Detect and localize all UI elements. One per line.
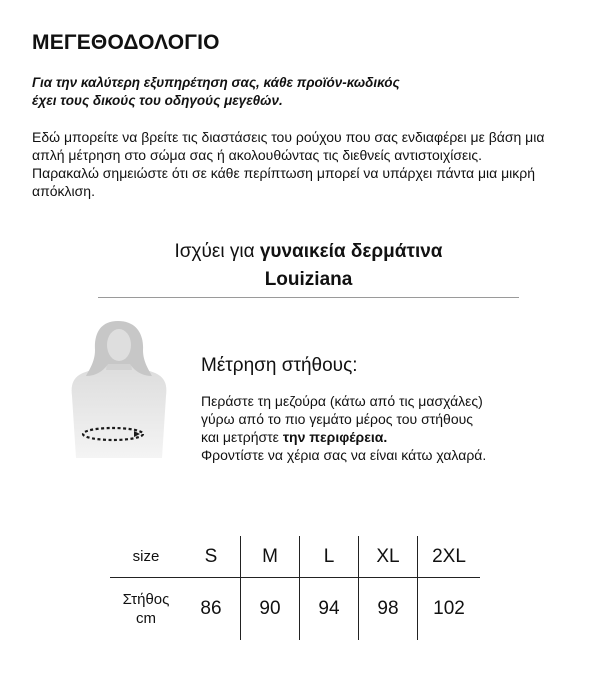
size-header-cell: L (300, 536, 359, 578)
applies-to-line (98, 238, 519, 266)
instruction-emphasis: την περιφέρεια. (282, 429, 388, 445)
bust-value-cell: 102 (418, 578, 481, 641)
size-header-label: size (110, 536, 182, 578)
size-header-cell: 2XL (418, 536, 481, 578)
bust-row (110, 578, 480, 641)
size-header-cell: S (182, 536, 241, 578)
applies-to-prefix: Ισχύει για (174, 241, 260, 262)
instruction-line-1: Περάστε τη μεζούρα (κάτω από τις μασχάλες) (201, 393, 483, 409)
bust-value-cell: 98 (359, 578, 418, 641)
section-divider (98, 297, 519, 298)
bust-value-cell: 94 (300, 578, 359, 641)
intro-highlight (32, 74, 572, 110)
applies-to-heading (98, 238, 519, 294)
intro-description (32, 128, 577, 200)
size-header-cell: M (241, 536, 300, 578)
measurement-instructions (201, 392, 541, 464)
bust-value-cell: 90 (241, 578, 300, 641)
instruction-line-2: γύρω από το πιο γεμάτο μέρος του στήθους (201, 411, 474, 427)
bust-value-cell: 86 (200, 598, 222, 619)
product-name: Louiziana (264, 269, 353, 290)
bust-row-label: Στήθος cm (122, 591, 170, 627)
page-title: ΜΕΓΕΘΟΔΟΛΟΓΙΟ (32, 31, 220, 54)
intro-highlight-line-1: Για την καλύτερη εξυπηρέτηση σας, κάθε προϊόν-κωδικός (32, 75, 400, 90)
intro-paragraph-1: Εδώ μπορείτε να βρείτε τις διαστάσεις του ρούχου που σας ενδιαφέρει με βάση μια απλή μέτρηση στο σώμα σας ή ακολουθώντας τις διεθνείς αντιστοιχίσεις. (32, 129, 545, 163)
instruction-line-4: Φροντίστε να χέρια σας να είναι κάτω χαλαρά. (201, 447, 487, 463)
size-header-cell: XL (359, 536, 418, 578)
intro-paragraph-2: Παρακαλώ σημειώστε ότι σε κάθε περίπτωση μπορεί να υπάρχει πάντα μια μικρή απόκλιση. (32, 165, 536, 199)
size-header-row (110, 536, 480, 578)
size-table (110, 536, 480, 640)
intro-highlight-line-2: έχει τους δικούς του οδηγούς μεγεθών. (32, 93, 283, 108)
applies-to-category: γυναικεία δερμάτινα (259, 241, 443, 262)
instruction-line-3: και μετρήστε την περιφέρεια. (201, 429, 388, 445)
female-torso-measure-icon (64, 318, 174, 458)
measurement-title: Μέτρηση στήθους: (201, 355, 358, 376)
